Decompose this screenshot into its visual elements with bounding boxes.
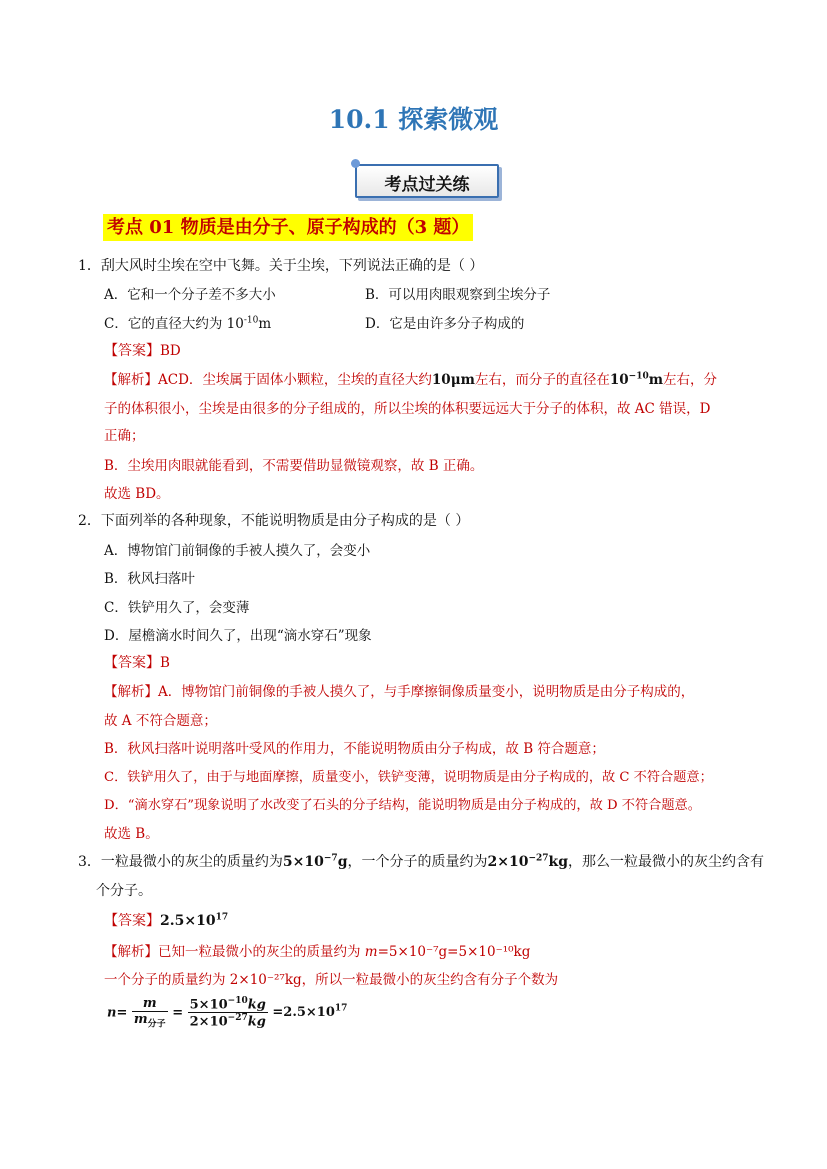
- question-1-stem: 1．刮大风时尘埃在空中飞舞。关于尘埃，下列说法正确的是（ ）: [78, 258, 484, 274]
- formula-fraction-2: $\frac{5\times 10^{-10}kg}{2\times 10^{-27}kg}$: [189, 996, 266, 1030]
- badge-dot-icon: [351, 159, 360, 168]
- formula-fraction-1: $\frac{m}{m_{分子}}$: [133, 996, 166, 1030]
- question-2-option-c: C．铁铲用久了，会变薄: [104, 600, 250, 616]
- question-3-analysis-line-1: 【解析】已知一粒最微小的灰尘的质量约为 m=5×10⁻⁷g=5×10⁻¹⁰kg: [104, 944, 531, 960]
- badge-label: 考点过关练: [384, 175, 470, 195]
- question-1-analysis-line-3: 正确；: [104, 428, 145, 444]
- question-3-analysis-line-2: 一个分子的质量约为 2×10⁻²⁷kg，所以一粒最微小的灰尘约含有分子个数为: [104, 972, 559, 988]
- question-1-option-a: A．它和一个分子差不多大小: [104, 287, 276, 303]
- question-2-option-d: D．屋檐滴水时间久了，出现“滴水穿石”现象: [104, 628, 372, 644]
- question-2-analysis-line-5: D．“滴水穿石”现象说明了水改变了石头的分子结构，能说明物质是由分子构成的，故 D 不符合题意。: [104, 798, 701, 813]
- question-1-option-b: B．可以用肉眼观察到尘埃分子: [365, 287, 551, 303]
- question-2-answer: 【答案】B: [104, 655, 170, 671]
- question-1-answer: 【答案】BD: [104, 343, 181, 359]
- question-2-analysis-line-1: 【解析】A．博物馆门前铜像的手被人摸久了，与手摩擦铜像质量变小，说明物质是由分子构成的，: [104, 684, 695, 700]
- question-1-analysis-line-1: 【解析】ACD．尘埃属于固体小颗粒，尘埃的直径大约10μm左右，而分子的直径在$10^{-10}m$左右，分: [104, 371, 718, 388]
- question-3-stem: 3．一粒最微小的灰尘的质量约为$5\times 10^{-7}g$，一个分子的质量约为$2\times 10^{-27}kg$，那么一粒最微小的灰尘约含有: [78, 853, 765, 870]
- question-2-option-b: B．秋风扫落叶: [104, 571, 195, 587]
- question-2-analysis-line-2: 故 A 不符合题意；: [104, 713, 217, 729]
- question-2-option-a: A．博物馆门前铜像的手被人摸久了，会变小: [104, 543, 371, 559]
- question-2-analysis-line-6: 故选 B。: [104, 826, 159, 842]
- question-3-answer: 【答案】$2.5\times 10^{17}$: [104, 912, 229, 929]
- question-3-formula: n= $\frac{m}{m_{分子}}$ = $\frac{5\times 10^{-10}kg}{2\times 10^{-27}kg}$ $=2.5\times 10^{17}$: [107, 996, 348, 1030]
- section-badge: [355, 164, 499, 198]
- question-1-option-d: D．它是由许多分子构成的: [365, 316, 525, 332]
- question-1-analysis-line-4: B．尘埃用肉眼就能看到，不需要借助显微镜观察，故 B 正确。: [104, 458, 484, 474]
- question-1-analysis-line-5: 故选 BD。: [104, 486, 170, 502]
- section-heading: 考点 01 物质是由分子、原子构成的（3 题）: [103, 214, 473, 241]
- page-title: 10.1 探索微观: [328, 105, 499, 134]
- question-3-stem-line-2: 个分子。: [96, 883, 152, 899]
- question-1-analysis-line-2: 子的体积很小，尘埃是由很多的分子组成的，所以尘埃的体积要远远大于分子的体积，故 AC 错误，D: [104, 401, 711, 417]
- question-2-analysis-line-4: C．铁铲用久了，由于与地面摩擦，质量变小，铁铲变薄，说明物质是由分子构成的，故 C 不符合题意；: [104, 770, 713, 785]
- question-2-stem: 2．下面列举的各种现象，不能说明物质是由分子构成的是（ ）: [78, 513, 470, 529]
- question-2-analysis-line-3: B．秋风扫落叶说明落叶受风的作用力，不能说明物质由分子构成，故 B 符合题意；: [104, 741, 605, 757]
- question-1-option-c: C．它的直径大约为 $10^{-10}m$: [104, 315, 272, 332]
